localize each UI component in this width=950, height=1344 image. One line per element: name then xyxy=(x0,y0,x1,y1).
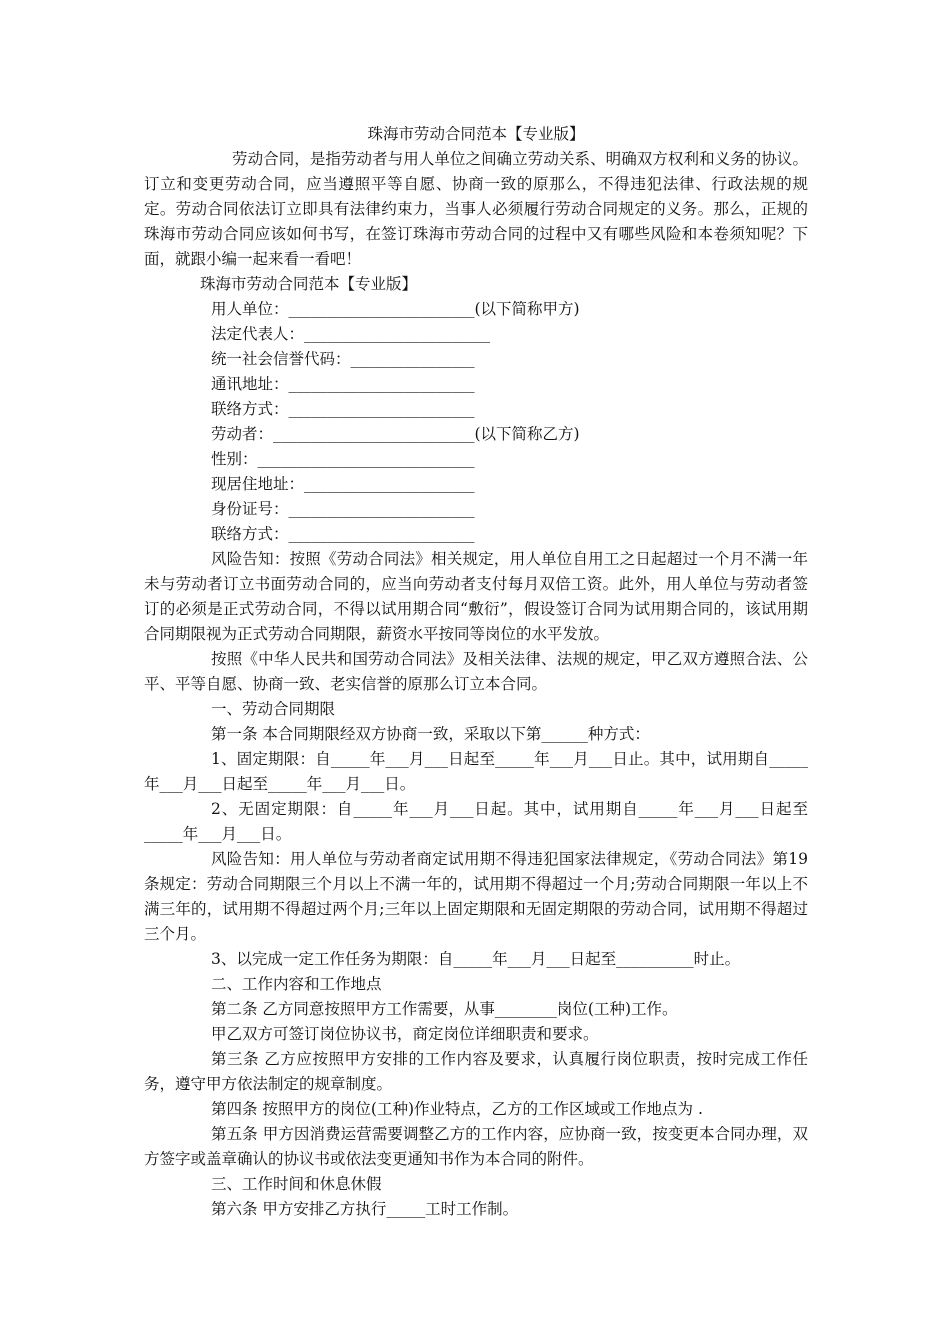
article-1: 第一条 本合同期限经双方协商一致，采取以下第______种方式： xyxy=(211,725,650,743)
article-3: 第三条 乙方应按照甲方安排的工作内容及要求，认真履行岗位职责，按时完成工作任务，遵守甲方依法制定的规章制度。 xyxy=(144,1050,808,1093)
field-employee: 劳动者：__________________________(以下简称乙方) xyxy=(211,425,580,443)
open-term-clause: 2、无固定期限：自_____年___月___日起。其中，试用期自_____年___月___日起至_____年___月___日。 xyxy=(144,800,808,843)
field-employer: 用人单位：________________________(以下简称甲方) xyxy=(211,300,580,318)
contract-subtitle: 珠海市劳动合同范本【专业版】 xyxy=(200,275,418,293)
task-term-clause: 3、以完成一定工作任务为期限：自_____年___月___日起至__________时止。 xyxy=(211,950,741,968)
article-6: 第六条 甲方安排乙方执行_____工时工作制。 xyxy=(211,1200,519,1218)
document-title: 珠海市劳动合同范本【专业版】 xyxy=(367,125,585,143)
field-credit-code: 统一社会信誉代码：________________ xyxy=(211,350,475,368)
article-5: 第五条 甲方因消费运营需要调整乙方的工作内容，应协商一致，按变更本合同办理，双方签字或盖章确认的协议书或依法变更通知书作为本合同的附件。 xyxy=(144,1125,808,1168)
legal-basis-paragraph: 按照《中华人民共和国劳动合同法》及相关法律、法规的规定，甲乙双方遵照合法、公平、平等自愿、协商一致、老实信誉的原那么订立本合同。 xyxy=(144,650,808,693)
field-residence: 现居住地址：______________________ xyxy=(211,475,475,493)
section-2-heading: 二、工作内容和工作地点 xyxy=(211,975,382,993)
risk-notice-2: 风险告知：用人单位与劳动者商定试用期不得违犯国家法律规定，《劳动合同法》第19条规定：劳动合同期限三个月以上不满一年的，试用期不得超过一个月;劳动合同期限一年以上不满三年的，试用期不得超过两个月;三年以上固定期限和无固定期限的劳动合同，试用期不得超过三个月。 xyxy=(144,850,808,943)
section-3-heading: 三、工作时间和休息休假 xyxy=(211,1175,382,1193)
field-employee-contact: 联络方式：________________________ xyxy=(211,525,475,543)
field-legal-representative: 法定代表人：________________________ xyxy=(211,325,491,343)
fixed-term-clause: 1、固定期限：自_____年___月___日起至_____年___月___日止。其中，试用期自_____年___月___日起至_____年___月___日。 xyxy=(144,750,808,793)
field-mailing-address: 通讯地址：________________________ xyxy=(211,375,475,393)
contract-document xyxy=(144,122,808,1222)
field-id-number: 身份证号：________________________ xyxy=(211,500,475,518)
intro-paragraph: 劳动合同，是指劳动者与用人单位之间确立劳动关系、明确双方权利和义务的协议。订立和变更劳动合同，应当遵照平等自愿、协商一致的原那么，不得违犯法律、行政法规的规定。劳动合同依法订立即具有法律约束力，当事人必须履行劳动合同规定的义务。那么，正规的珠海市劳动合同应该如何书写，在签订珠海市劳动合同的过程中又有哪些风险和本卷须知呢？下面，就跟小编一起来看一看吧！ xyxy=(144,150,808,268)
article-2: 第二条 乙方同意按照甲方工作需要，从事________岗位(工种)工作。 xyxy=(211,1000,678,1018)
article-2-note: 甲乙双方可签订岗位协议书，商定岗位详细职责和要求。 xyxy=(211,1025,599,1043)
field-employer-contact: 联络方式：________________________ xyxy=(211,400,475,418)
field-gender: 性别：____________________________ xyxy=(211,450,475,468)
article-4: 第四条 按照甲方的岗位(工种)作业特点，乙方的工作区域或工作地点为 . xyxy=(211,1100,703,1118)
risk-notice-1: 风险告知：按照《劳动合同法》相关规定，用人单位自用工之日起超过一个月不满一年未与劳动者订立书面劳动合同的，应当向劳动者支付每月双倍工资。此外，用人单位与劳动者签订的必须是正式劳动合同，不得以试用期合同“敷衍”，假设签订合同为试用期合同的，该试用期合同期限视为正式劳动合同期限，薪资水平按同等岗位的水平发放。 xyxy=(144,550,808,643)
section-1-heading: 一、劳动合同期限 xyxy=(211,700,336,718)
